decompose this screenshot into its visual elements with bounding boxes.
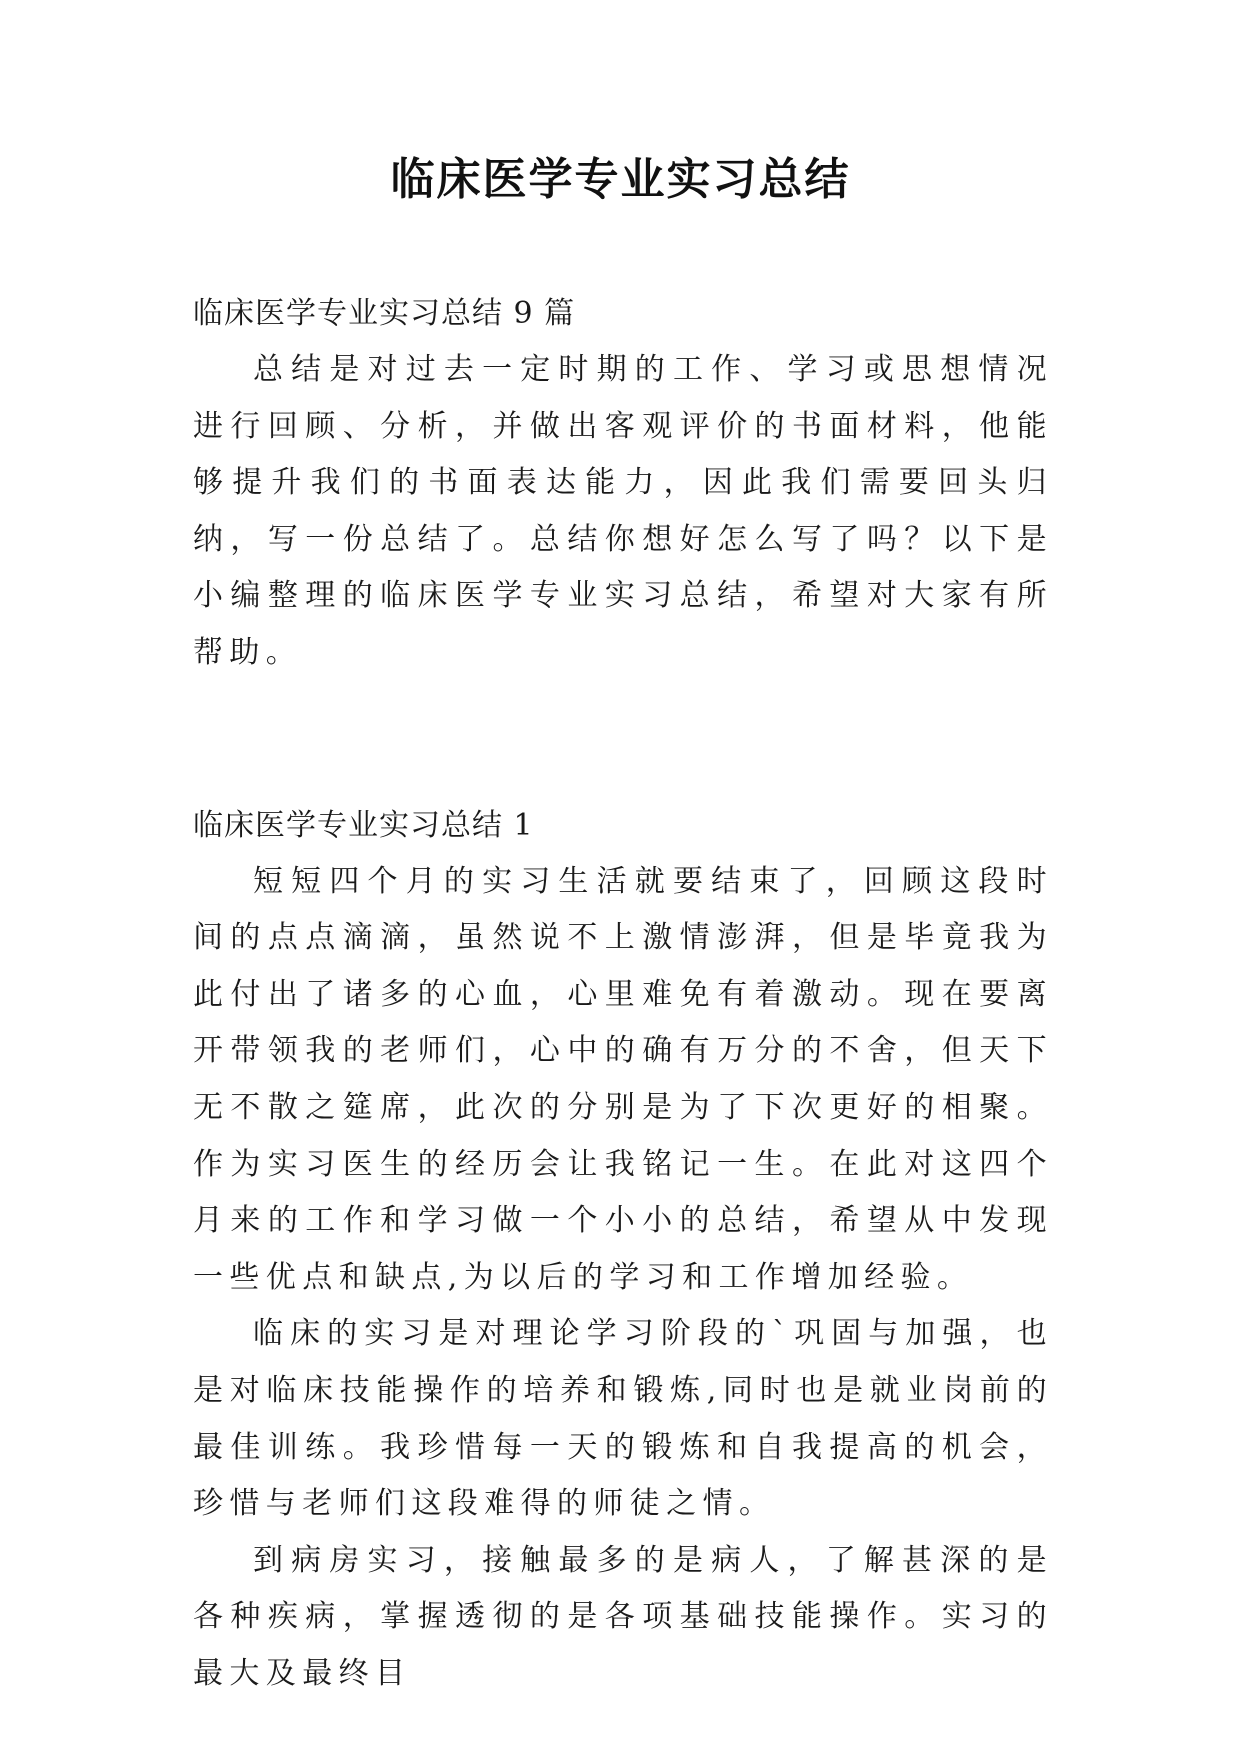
document-body bbox=[193, 286, 1053, 1702]
section1-paragraph-2: 临床的实习是对理论学习阶段的`巩固与加强，也是对临床技能操作的培养和锻炼,同时也是就业岗前的最佳训练。我珍惜每一天的锻炼和自我提高的机会，珍惜与老师们这段难得的师徒之情。 bbox=[193, 1316, 1053, 1522]
collection-heading: 临床医学专业实习总结 9 篇 bbox=[193, 296, 576, 331]
section-heading-1: 临床医学专业实习总结 1 bbox=[193, 807, 534, 843]
intro-paragraph: 总结是对过去一定时期的工作、学习或思想情况进行回顾、分析，并做出客观评价的书面材料，他能够提升我们的书面表达能力，因此我们需要回头归纳，写一份总结了。总结你想好怎么写了吗？以下是小编整理的临床医学专业实习总结，希望对大家有所帮助。 bbox=[193, 352, 1053, 670]
section1-paragraph-3: 到病房实习，接触最多的是病人，了解甚深的是各种疾病，掌握透彻的是各项基础技能操作。实习的最大及最终目 bbox=[193, 1542, 1053, 1691]
section1-paragraph-1: 短短四个月的实习生活就要结束了，回顾这段时间的点点滴滴，虽然说不上激情澎湃，但是毕竟我为此付出了诸多的心血，心里难免有着激动。现在要离开带领我的老师们，心中的确有万分的不舍，但天下无不散之筵席，此次的分别是为了下次更好的相聚。作为实习医生的经历会让我铭记一生。在此对这四个月来的工作和学习做一个小小的总结，希望从中发现一些优点和缺点,为以后的学习和工作增加经验。 bbox=[193, 863, 1053, 1295]
document-title: 临床医学专业实习总结 bbox=[390, 154, 851, 205]
section-spacer bbox=[193, 682, 1053, 798]
